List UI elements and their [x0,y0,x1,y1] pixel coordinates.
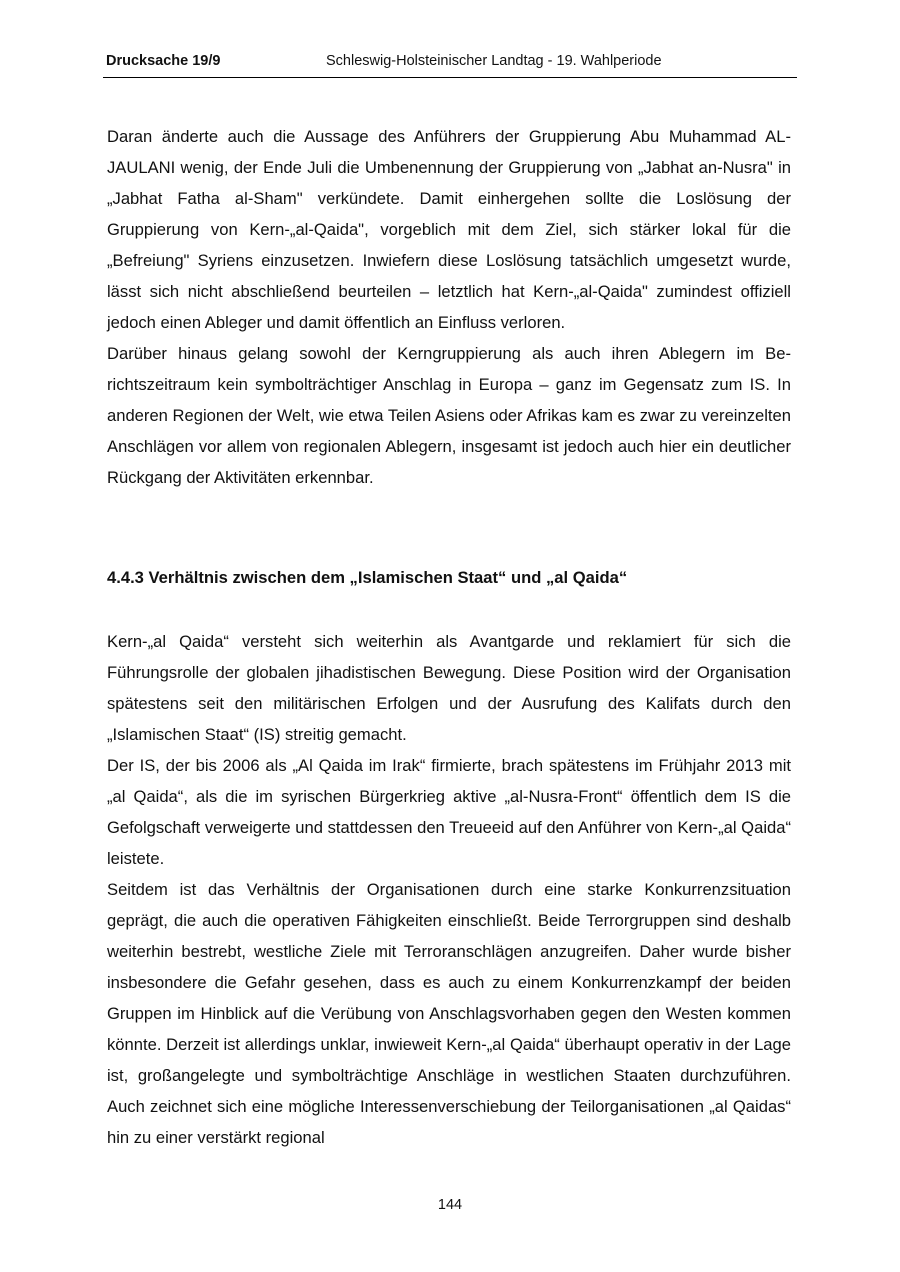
section-2-body [107,626,791,1153]
page-header [103,52,797,78]
section-heading: 4.4.3 Verhältnis zwischen dem „Islamischen Staat“ und „al Qaida“ [107,568,628,587]
paragraph: Darüber hinaus gelang sowohl der Kerngruppierung als auch ihren Ablegern im Berichtszeitraum kein symbolträchtiger Anschlag in Europa – ganz im Gegensatz zum IS. In anderen Regionen der Welt, wie etwa Teilen Asiens oder Afrikas kam es zwar zu vereinzelten Anschlägen vor allem von regionalen Ablegern, insgesamt ist jedoch auch hier ein deutlicher Rückgang der Aktivitäten erkennbar. [107,344,791,487]
paragraph: Daran änderte auch die Aussage des Anführers der Gruppierung Abu Muhammad AL-JAULANI wenig, der Ende Juli die Umbenennung der Gruppierung von „Jabhat an-Nusra" in „Jabhat Fatha al-Sham" verkündete. Damit einhergehen sollte die Loslösung der Gruppierung von Kern-„al-Qaida", vorgeblich mit dem Ziel, sich stärker lokal für die „Befreiung" Syriens einzusetzen. Inwiefern diese Loslösung tatsächlich umgesetzt wurde, lässt sich nicht abschließend beurteilen – letztlich hat Kern-„al-Qaida" zumindest offiziell jedoch einen Ableger und damit öffentlich an Einfluss verloren. [107,127,791,332]
section-1-body [107,121,791,493]
paragraph: Kern-„al Qaida“ versteht sich weiterhin als Avantgarde und reklamiert für sich die Führungsrolle der globalen jihadistischen Bewegung. Diese Position wird der Organisation spätestens seit den militärischen Erfolgen und der Ausrufung des Kalifats durch den „Islamischen Staat“ (IS) streitig gemacht. [107,632,791,744]
document-number: Drucksache 19/9 [106,53,221,69]
paragraph: Seitdem ist das Verhältnis der Organisationen durch eine starke Konkurrenzsituation geprägt, die auch die operativen Fähigkeiten einschließt. Beide Terrorgruppen sind deshalb weiterhin bestrebt, westliche Ziele mit Terroranschlägen anzugreifen. Daher wurde bisher insbesondere die Gefahr gesehen, dass es auch zu einem Konkurrenzkampf der beiden Gruppen im Hinblick auf die Verübung von Anschlagsvorhaben gegen den Westen kommen könnte. Derzeit ist allerdings unklar, inwieweit Kern-„al Qaida“ überhaupt operativ in der Lage ist, großangelegte und symbolträchtige Anschläge in westlichen Staaten durchzuführen. Auch zeichnet sich eine mögliche Interessenverschiebung der Teilorganisationen „al Qaidas“ hin zu einer verstärkt regional [107,880,791,1147]
page-number: 144 [437,1197,463,1213]
header-title: Schleswig-Holsteinischer Landtag - 19. Wahlperiode [326,53,662,69]
paragraph: Der IS, der bis 2006 als „Al Qaida im Irak“ firmierte, brach spätestens im Frühjahr 2013 mit „al Qaida“, als die im syrischen Bürgerkrieg aktive „al-Nusra-Front“ öffentlich dem IS die Gefolgschaft verweigerte und stattdessen den Treueeid auf den Anführer von Kern-„al Qaida“ leistete. [107,756,791,868]
